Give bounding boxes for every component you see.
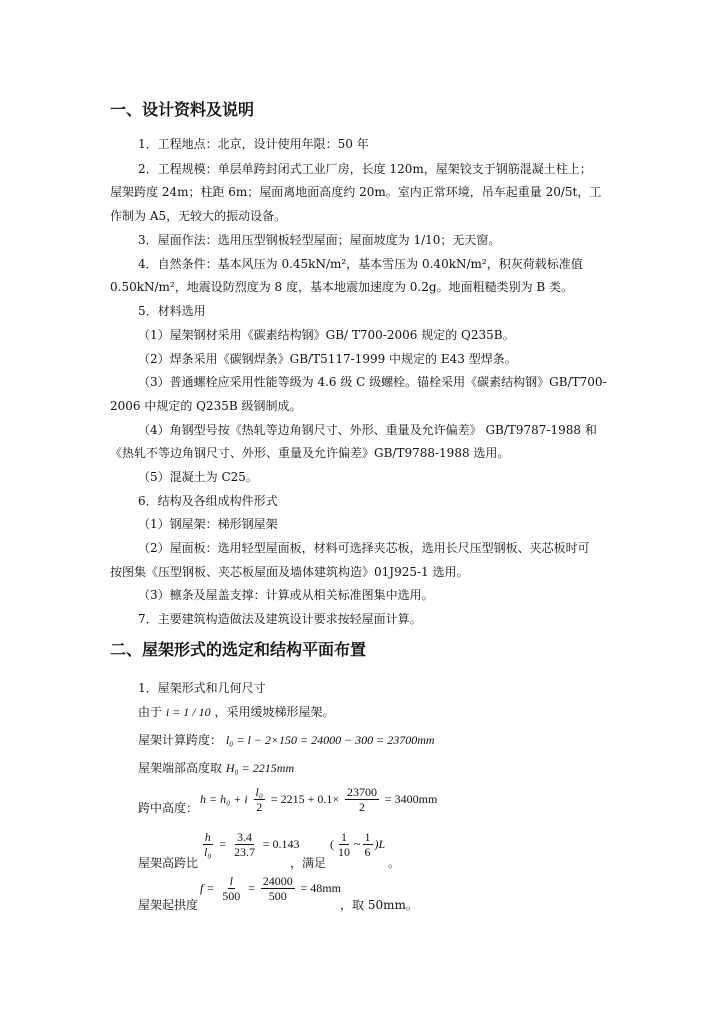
slope-suffix: ，采用缓坡梯形屋架。 (214, 705, 335, 719)
paragraph-line: （5）混凝土为 C25。 (138, 470, 258, 484)
paragraph-line: 1．工程地点：北京，设计使用年限：50 年 (138, 137, 369, 151)
span-label: 屋架计算跨度： (138, 733, 223, 747)
mid-mid: = 2215 + 0.1× (270, 792, 340, 806)
ratio-range-open: ( (330, 837, 334, 851)
paragraph-line: 7．主要建筑构造做法及建筑设计要求按轻屋面计算。 (138, 612, 422, 626)
ratio-formula (200, 828, 300, 860)
slope-line (138, 704, 334, 720)
slope-prefix: 由于 (138, 705, 163, 719)
mid-frac1-den: 2 (256, 800, 263, 814)
mid-height-label: 跨中高度： (138, 801, 199, 815)
mid-height-formula (200, 783, 437, 815)
paragraph-line: （3）普通螺栓应采用性能等级为 4.6 级 C 级螺栓。锚栓采用《碳素结构钢》GB/T700- (138, 375, 607, 389)
paragraph-line: 2006 中规定的 Q235B 级钢制成。 (110, 399, 302, 413)
paragraph-line: 6．结构及各组成构件形式 (138, 494, 278, 508)
paragraph-line: （2）焊条采用《碳钢焊条》GB/T5117-1999 中规定的 E43 型焊条。 (138, 352, 517, 366)
span-formula: l₀ = l − 2×150 = 24000 − 300 = 23700mm (225, 733, 435, 747)
paragraph-line: 作制为 A5，无较大的振动设备。 (110, 209, 287, 223)
paragraph-line: 4．自然条件：基本风压为 0.45kN/m²，基本雪压为 0.40kN/m²，积灰荷载标准值 (138, 257, 583, 271)
camber-formula (200, 872, 341, 904)
ratio-mid: ，满足 (290, 856, 327, 870)
camber-frac1-den: 500 (222, 889, 241, 903)
paragraph-line: 1．屋架形式和几何尺寸 (138, 681, 266, 695)
ratio-r2-den: 6 (364, 845, 371, 859)
ratio-range-close: )L (374, 837, 386, 851)
ratio-end: 。 (388, 856, 401, 870)
ratio-r1-den: 10 (338, 845, 350, 859)
camber-result: = 48mm (300, 881, 341, 895)
paragraph-line: 0.50kN/m²，地震设防烈度为 8 度，基本地震加速度为 0.2g。地面粗糙类别为 B 类。 (110, 280, 574, 294)
mid-result: = 3400mm (384, 792, 438, 806)
paragraph-line: 3．屋面作法：选用压型钢板轻型屋面；屋面坡度为 1/10；无天窗。 (138, 233, 501, 247)
ratio-result: = 0.143 (262, 837, 300, 851)
section-1-heading: 一、设计资料及说明 (110, 100, 255, 119)
camber-lhs: f = (200, 881, 215, 895)
paragraph-line: （1）屋架钢材采用《碳素结构钢》GB/ T700-2006 规定的 Q235B。 (138, 328, 515, 342)
paragraph-line: 2．工程规模：单层单跨封闭式工业厂房，长度 120m，屋架铰支于钢筋混凝土柱上； (138, 162, 592, 176)
ratio-label: 屋架高跨比 (138, 856, 199, 870)
section-2-heading: 二、屋架形式的选定和结构平面布置 (110, 640, 367, 659)
ratio-frac2-num: 3.4 (236, 830, 252, 844)
paragraph-line: （1）钢屋架：梯形钢屋架 (138, 517, 278, 531)
end-height-label: 屋架端部高度取 (138, 761, 223, 775)
ratio-r2-num: 1 (364, 830, 371, 844)
camber-label: 屋架起拱度 (138, 898, 199, 912)
paragraph-line: 屋架跨度 24m；柱距 6m；屋面离地面高度约 20m。室内正常环境，吊车起重量 20/5t，工 (110, 185, 602, 199)
ratio-tilde: ~ (354, 837, 361, 851)
camber-suffix: ，取 50mm。 (340, 898, 418, 912)
paragraph-line: 按图集《压型钢板、夹芯板屋面及墙体建筑构造》01J925-1 选用。 (110, 565, 469, 579)
ratio-frac2-den: 23.7 (233, 845, 255, 859)
end-height-line (138, 760, 294, 776)
camber-eq: = (248, 881, 255, 895)
ratio-r1-num: 1 (341, 830, 347, 844)
mid-frac1-num: l₀ (255, 785, 264, 799)
slope-formula: i = 1 / 10 (165, 705, 211, 719)
paragraph-line: （4）角钢型号按《热轧等边角钢尺寸、外形、重量及允许偏差》 GB/T9787-1988 和 (138, 423, 597, 437)
paragraph-line: （2）屋面板：选用轻型屋面板，材料可选择夹芯板，选用长尺压型钢板、夹芯板时可 (138, 541, 590, 555)
camber-frac1-num: l (229, 874, 233, 888)
paragraph-line: 5．材料选用 (138, 304, 206, 318)
paragraph-line: 《热轧不等边角钢尺寸、外形、重量及允许偏差》GB/T9788-1988 选用。 (110, 446, 510, 460)
ratio-eq: = (219, 837, 227, 851)
paragraph-line: （3）檩条及屋盖支撑：计算或从相关标准图集中选用。 (138, 588, 434, 602)
ratio-frac1-num: h (204, 830, 211, 844)
end-height-formula: H₀ = 2215mm (225, 761, 295, 775)
mid-frac2-den: 2 (359, 800, 366, 814)
mid-frac2-num: 23700 (347, 785, 378, 799)
ratio-frac1-den: l₀ (204, 845, 212, 859)
camber-frac2-den: 500 (268, 889, 287, 903)
camber-frac2-num: 24000 (262, 874, 293, 888)
ratio-range (330, 828, 385, 860)
span-line (138, 732, 435, 748)
mid-lhs: h = h₀ + i (200, 792, 248, 806)
